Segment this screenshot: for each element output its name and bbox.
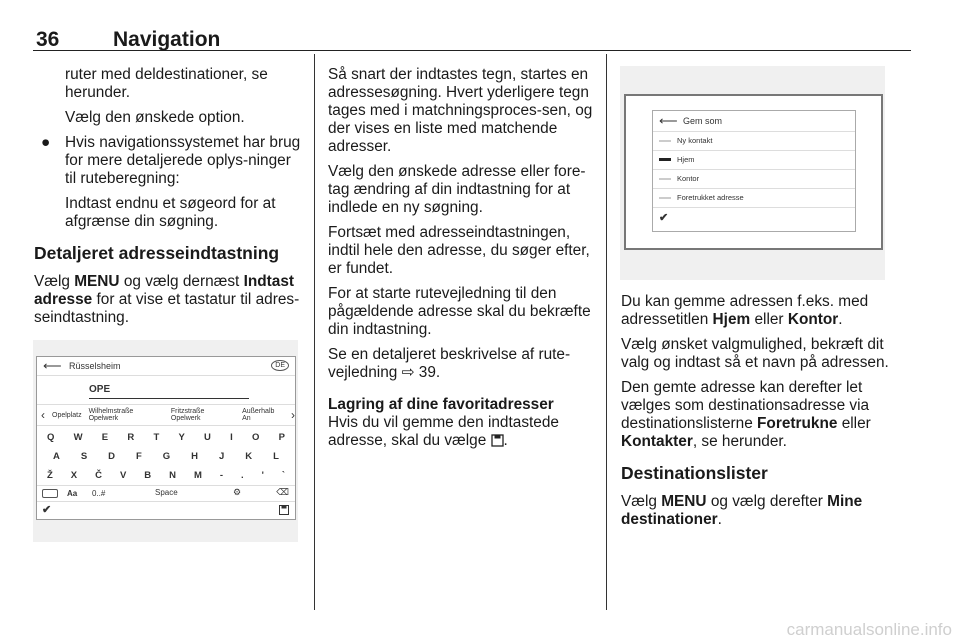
arrow-ref-icon: ⇨ <box>401 364 419 381</box>
key-row-2 <box>53 451 279 462</box>
key[interactable]: . <box>240 470 244 481</box>
chevron-left-icon[interactable]: ‹ <box>41 408 45 422</box>
back-arrow-icon[interactable]: ⟵ <box>659 113 678 128</box>
backspace-icon[interactable]: ⌫ <box>276 487 289 497</box>
case-key[interactable]: Aa <box>67 489 78 498</box>
suggestion[interactable]: Außerhalb An <box>242 408 275 422</box>
menu-title: Gem som <box>683 116 723 126</box>
key[interactable]: V <box>119 470 127 481</box>
back-arrow-icon[interactable]: ⟵ <box>43 358 62 373</box>
key[interactable]: O <box>252 432 260 443</box>
key[interactable]: B <box>144 470 152 481</box>
list-item[interactable] <box>653 189 855 208</box>
key[interactable]: X <box>70 470 78 481</box>
country-badge[interactable]: DE <box>271 360 289 371</box>
paragraph: Vælg ønsket valgmulighed, bekræft dit valg og indtast så et navn på adressen. <box>621 336 889 371</box>
key[interactable]: Y <box>178 432 185 443</box>
column-1 <box>34 66 302 334</box>
section-heading: Detaljeret adresseindtastning <box>34 243 280 263</box>
option-label: Foretrukket adresse <box>677 193 744 202</box>
paragraph: Så snart der indtastes tegn, startes en adressesøgning. Hvert yderligere tegn tages med i matchningsproces-sen, og der vises en liste med matchende adresser. <box>328 66 593 155</box>
subheading: Lagring af dine favoritadresser <box>328 396 554 413</box>
key[interactable]: J <box>218 451 225 462</box>
paragraph: Den gemte adresse kan derefter let vælges som destinationsadresse via destinationslisterne Foretrukne eller Kontakter, se herunder. <box>621 379 871 450</box>
key[interactable]: K <box>245 451 253 462</box>
paragraph: Indtast endnu et søgeord for at afgrænse din søgning. <box>65 195 276 230</box>
bullet-item: ● Hvis navigationssystemet har brug for mere detaljerede oplys-ninger til ruteberegning: <box>41 134 301 187</box>
option-label: Ny kontakt <box>677 136 713 145</box>
key[interactable]: Q <box>47 432 55 443</box>
paragraph: Du kan gemme adressen f.eks. med adressetitlen Hjem eller Kontor. <box>621 293 869 328</box>
paragraph: For at starte rutevejledning til den pågældende adresse skal du bekræfte din indtastning. <box>328 285 591 338</box>
query-input[interactable]: OPE <box>89 384 111 395</box>
section-title: Navigation <box>113 28 221 51</box>
save-as-screenshot <box>620 66 885 280</box>
key[interactable]: R <box>127 432 135 443</box>
keyboard-screen <box>36 356 296 520</box>
key[interactable]: M <box>193 470 202 481</box>
key[interactable]: ` <box>281 470 285 481</box>
page-header <box>33 28 911 51</box>
chevron-right-icon[interactable]: › <box>291 408 295 422</box>
paragraph: ruter med deldestinationer, se herunder. <box>65 66 268 101</box>
key[interactable]: S <box>80 451 88 462</box>
settings-icon[interactable]: ⚙ <box>233 487 242 497</box>
key[interactable]: T <box>153 432 160 443</box>
suggestion-bar <box>37 404 295 426</box>
numbers-key[interactable]: 0..# <box>92 489 106 498</box>
unchecked-indicator-icon <box>659 197 671 199</box>
key[interactable]: D <box>108 451 116 462</box>
paragraph: Hvis du vil gemme den indtastede adresse, skal du vælge . <box>328 414 596 452</box>
city-field[interactable]: Rüsselsheim <box>69 361 121 371</box>
key[interactable]: G <box>162 451 171 462</box>
save-as-menu <box>652 110 856 232</box>
key[interactable]: P <box>278 432 285 443</box>
key[interactable]: N <box>169 470 176 481</box>
key[interactable]: I <box>230 432 233 443</box>
section-heading: Destinationslister <box>621 463 768 483</box>
column-3 <box>621 293 891 536</box>
key[interactable]: Č <box>95 470 102 481</box>
save-icon <box>491 434 504 452</box>
keyboard-bottom-row <box>37 485 295 502</box>
suggestion[interactable]: Opelplatz <box>52 411 82 419</box>
column-divider <box>314 54 315 610</box>
page-number: 36 <box>36 28 60 51</box>
save-icon[interactable] <box>279 505 289 517</box>
key[interactable]: E <box>101 432 109 443</box>
confirm-check-icon[interactable]: ✔ <box>42 504 52 516</box>
option-label: Kontor <box>677 174 700 183</box>
watermark: carmanualsonline.info <box>786 620 952 639</box>
option-label: Hjem <box>677 155 695 164</box>
key[interactable]: W <box>73 432 83 443</box>
key-row-1 <box>47 432 285 443</box>
suggestion[interactable]: Fritzstraße Opelwerk <box>170 408 205 422</box>
paragraph: Vælg den ønskede adresse eller fore-tag ændring af din indtastning for at indlede en ny søgning. <box>328 163 586 216</box>
unchecked-indicator-icon <box>659 178 671 180</box>
confirm-check-icon[interactable]: ✔ <box>659 212 669 224</box>
column-2 <box>328 66 596 459</box>
paragraph: Vælg MENU og vælg derefter Mine destinationer. <box>621 493 863 528</box>
paragraph: Vælg den ønskede option. <box>65 109 245 126</box>
key[interactable]: A <box>53 451 60 462</box>
key[interactable]: F <box>136 451 142 462</box>
paragraph: Vælg MENU og vælg dernæst Indtast adresse for at vise et tastatur til adres-seindtastning. <box>34 273 300 326</box>
column-divider <box>606 54 607 610</box>
key[interactable]: - <box>219 470 223 481</box>
selected-indicator-icon <box>659 158 671 161</box>
key-row-3 <box>47 470 285 481</box>
suggestion[interactable]: Wilhelmstraße Opelwerk <box>88 408 134 422</box>
paragraph: Se en detaljeret beskrivelse af rute-vejledning ⇨ 39. <box>328 346 571 381</box>
key[interactable]: L <box>273 451 279 462</box>
list-item[interactable] <box>653 170 855 189</box>
page-reference[interactable]: 39 <box>418 364 436 381</box>
key[interactable]: H <box>191 451 199 462</box>
paragraph: Fortsæt med adresseindtastningen, indtil hele den adresse, du søger efter, er fundet. <box>328 224 590 277</box>
keyboard-screenshot <box>33 340 298 542</box>
space-key[interactable]: Space <box>155 488 178 497</box>
key[interactable]: Ž <box>47 470 53 481</box>
key[interactable]: ' <box>261 470 264 481</box>
key[interactable]: U <box>204 432 211 443</box>
unchecked-indicator-icon <box>659 140 671 142</box>
list-item[interactable] <box>653 151 855 170</box>
keyboard-icon[interactable] <box>42 489 58 498</box>
list-item[interactable] <box>653 132 855 151</box>
